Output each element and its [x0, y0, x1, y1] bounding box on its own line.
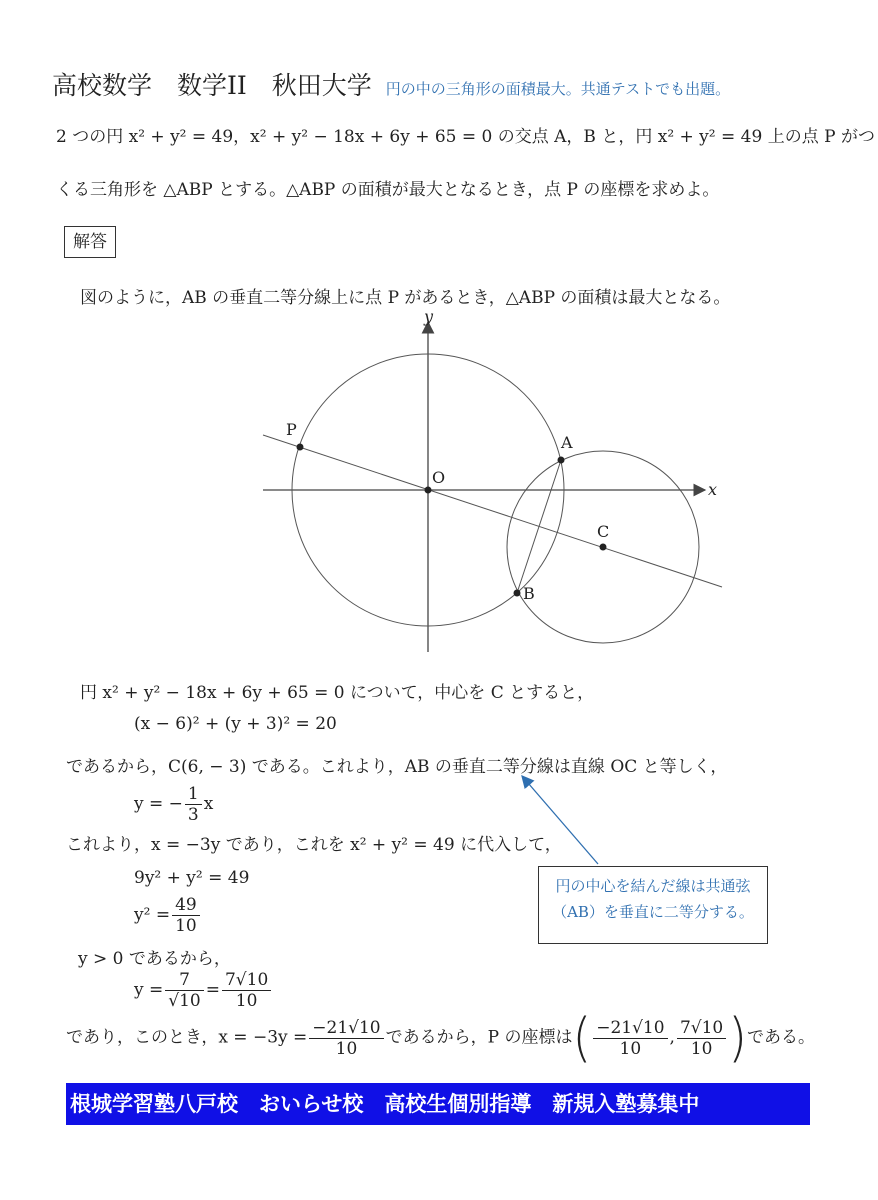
promo-banner: 根城学習塾八戸校 おいらせ校 高校生個別指導 新規入塾募集中 — [66, 1083, 810, 1125]
label-c: C — [597, 522, 610, 541]
circle-c-standard-form: (x − 6)² + (y + 3)² = 20 — [134, 714, 337, 734]
final-prefix: であり，このとき，x = −3y = — [66, 1027, 308, 1048]
point-p — [297, 444, 304, 451]
note-line-1: 円の中心を結んだ線は共通弦 — [555, 877, 751, 895]
fraction-one-third — [185, 784, 202, 825]
fraction-denominator: 10 — [335, 1038, 358, 1059]
fraction-denominator: √10 — [168, 991, 201, 1011]
fraction-numerator: −21√10 — [593, 1018, 667, 1039]
fraction-numerator: 7√10 — [222, 970, 271, 991]
problem-line-1: 2 つの円 x² + y² = 49，x² + y² − 18x + 6y + 65 = 0 の交点 A，B と，円 x² + y² = 49 上の点 P がつ — [56, 127, 875, 147]
line-oc-rhs: x — [203, 794, 214, 814]
geometry-figure — [250, 300, 730, 660]
fraction-denominator: 10 — [690, 1038, 713, 1059]
label-x: x — [708, 480, 718, 499]
answer-label: 解答 — [64, 226, 116, 258]
final-mid: であるから，P の座標は — [385, 1027, 573, 1048]
coord-y-fraction — [677, 1018, 726, 1059]
circle-c-line: 円 x² + y² − 18x + 6y + 65 = 0 について，中心を C とすると， — [80, 683, 595, 703]
fraction-49-10 — [172, 895, 200, 936]
left-paren: ( — [572, 1007, 592, 1069]
point-o — [425, 487, 432, 494]
coord-x-fraction — [593, 1018, 667, 1059]
problem-line-2: くる三角形を △ABP とする。△ABP の面積が最大となるとき，点 P の座標を求めよ。 — [56, 180, 720, 200]
note-box — [538, 866, 768, 944]
fraction-denominator: 3 — [187, 805, 199, 825]
page-title — [52, 66, 730, 102]
fraction-numerator: 1 — [185, 784, 202, 805]
point-a — [558, 457, 565, 464]
label-a: A — [561, 433, 573, 452]
eq2-lhs: y² = — [134, 905, 171, 925]
substitution-line: これより，x = −3y であり，これを x² + y² = 49 に代入して， — [66, 835, 562, 855]
line-oc-equation — [134, 784, 213, 825]
fraction-x-value — [309, 1018, 383, 1059]
center-line: であるから，C(6, − 3) である。これより，AB の垂直二等分線は直線 OC と等しく， — [66, 757, 728, 777]
label-y: y — [424, 307, 434, 326]
coord-comma: , — [669, 1027, 675, 1048]
fraction-denominator: 10 — [619, 1038, 642, 1059]
label-b: B — [523, 584, 535, 603]
title-text: 高校数学 数学II 秋田大学 — [52, 71, 372, 100]
y-positive-line: y > 0 であるから， — [78, 949, 231, 969]
point-b — [514, 590, 521, 597]
label-o: O — [432, 468, 446, 487]
note-line-2: （AB）を垂直に二等分する。 — [552, 903, 754, 921]
note-arrow — [510, 770, 610, 870]
right-paren: ) — [728, 1007, 747, 1069]
chord-ab — [517, 460, 561, 593]
fraction-numerator: 7 — [165, 970, 203, 991]
fraction-numerator: 7√10 — [677, 1018, 726, 1039]
fraction-7root10-10 — [222, 970, 271, 1011]
final-suffix: である。 — [746, 1027, 815, 1048]
fraction-7-root10 — [165, 970, 203, 1011]
fraction-numerator: 49 — [172, 895, 200, 916]
line-oc — [263, 435, 722, 587]
final-line — [66, 1007, 815, 1069]
subtitle-text: 円の中の三角形の面積最大。共通テストでも出題。 — [385, 80, 731, 98]
point-c — [600, 544, 607, 551]
answer-intro: 図のように，AB の垂直二等分線上に点 P があるとき，△ABP の面積は最大となる。 — [80, 288, 731, 308]
line-oc-lhs: y = − — [134, 794, 183, 814]
equation-1: 9y² + y² = 49 — [134, 868, 250, 888]
fraction-numerator: −21√10 — [309, 1018, 383, 1039]
fraction-denominator: 10 — [235, 991, 258, 1011]
label-p: P — [286, 420, 297, 439]
fraction-denominator: 10 — [175, 916, 197, 936]
eq3-equals: = — [205, 980, 220, 1000]
equation-3 — [134, 970, 273, 1011]
eq3-lhs: y = — [134, 980, 164, 1000]
equation-2 — [134, 895, 202, 936]
